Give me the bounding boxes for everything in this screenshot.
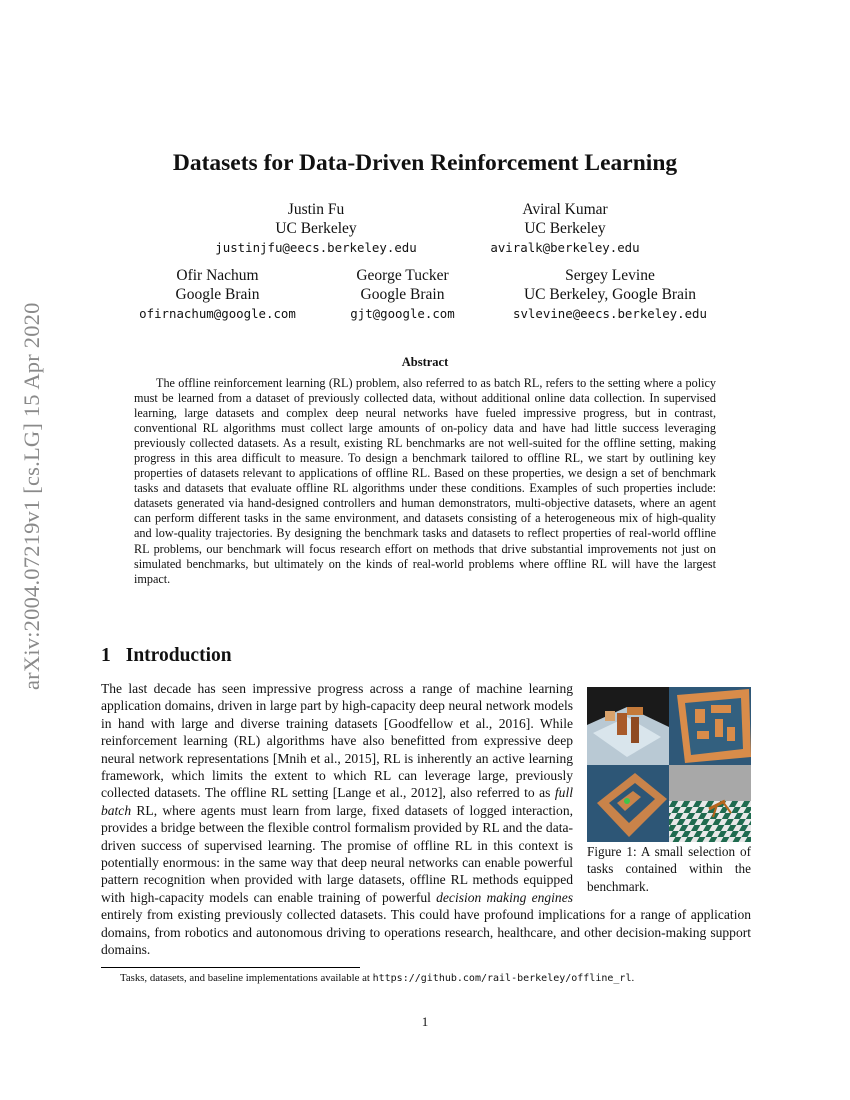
footnote-end: . [631, 972, 635, 984]
arxiv-stamp-text: arXiv:2004.07219v1 [cs.LG] 15 Apr 2020 [19, 302, 44, 690]
author-block [120, 266, 315, 323]
footnote-text: Tasks, datasets, and baseline implementations available at [120, 972, 373, 984]
footnote-rule [101, 967, 360, 968]
intro-italic-full-batch: full batch [101, 785, 573, 818]
author-block [460, 200, 670, 257]
paper-title: Datasets for Data-Driven Reinforcement Learning [172, 150, 678, 176]
abstract-text: The offline reinforcement learning (RL) problem, also referred to as batch RL, refers to the setting where a policy must be learned from a dataset of previously collected data, without additional online data collection. In supervised learning, large datasets and complex deep neural networks have fueled impressive progress, but in contrast, conventional RL algorithms must collect large amounts of on-policy data and have had little success leveraging previously collected datasets. As a result, existing RL benchmarks are not well-suited for the offline setting, making progress in this area difficult to measure. To design a benchmark tailored to offline RL, we start by outlining key properties of datasets relevant to applications of offline RL. Based on these properties, we design a set of benchmark tasks and datasets that evaluate offline RL algorithms under these conditions. Examples of such properties include: datasets generated via hand-designed controllers and human demonstrators, multi-objective datasets, where an agent can perform different tasks in the same environment, and datasets consisting of a heterogeneous mix of high-quality and low-quality trajectories. By designing the benchmark tasks and datasets to reflect properties of real-world offline RL problems, our benchmark will focus research effort on methods that drive substantial improvements not just on simulated benchmarks, but ultimately on the kinds of real-world problems where offline RL will have the largest impact. [134, 376, 716, 586]
author-block [325, 266, 480, 323]
author-email: ofirnachum@google.com [139, 306, 296, 321]
author-affiliation: UC Berkeley, Google Brain [523, 286, 697, 303]
footnote-url[interactable]: https://github.com/rail-berkeley/offline_rl [372, 973, 632, 984]
intro-text-3: entirely from existing previously collected datasets. This could have profound implications for a range of application domains, from robotics and autonomous driving to operations research, healthcare, and other decision-making support domains. [101, 907, 751, 958]
robot-hand-render [587, 687, 669, 765]
intro-text-1: The last decade has seen impressive progress across a range of machine learning application domains, driven in large part by high-capacity deep neural network models in hand with large and diverse training datasets [Goodfellow et al., 2016]. While reinforcement learning (RL) algorithms have also benefitted from expressive deep neural network representations [Mnih et al., 2015], RL is inherently an active learning framework, which limits the extent to which RL can leverage large, previously collected datasets. The offline RL setting [Lange et al., 2012], also referred to as [101, 681, 573, 801]
author-block [196, 200, 436, 257]
abstract-body [134, 376, 716, 587]
author-affiliation: Google Brain [175, 286, 260, 303]
author-name: George Tucker [356, 267, 449, 284]
page-number: 1 [421, 1014, 429, 1029]
section-title: Introduction [125, 645, 232, 666]
author-name: Justin Fu [287, 201, 345, 218]
figure-1-caption: Figure 1: A small selection of tasks contained within the benchmark. [587, 844, 751, 894]
section-number: 1 [101, 645, 111, 666]
maze-large-render [669, 687, 751, 765]
author-email: aviralk@berkeley.edu [490, 240, 640, 255]
locomotion-render [669, 765, 751, 842]
maze-small-render [587, 765, 669, 842]
intro-text-2: RL, where agents must learn from large, fixed datasets of logged interaction, provides a bridge between the flexible control formalism provided by RL and the data-driven success of supervised learning. The promise of offline RL in this context is potentially enormous: in the same way that deep neural networks can enable powerful pattern recognition when provided with large datasets, offline RL methods equipped with high-capacity models can enable training of powerful [101, 802, 573, 905]
author-name: Aviral Kumar [522, 201, 608, 218]
figure-1-image [587, 687, 751, 842]
footnote [120, 972, 634, 984]
author-name: Sergey Levine [565, 267, 655, 284]
figure-1 [587, 680, 751, 894]
author-email: justinjfu@eecs.berkeley.edu [215, 240, 417, 255]
author-affiliation: UC Berkeley [275, 220, 357, 237]
author-name: Ofir Nachum [176, 267, 259, 284]
introduction-paragraph [101, 680, 751, 959]
author-email: svlevine@eecs.berkeley.edu [513, 306, 707, 321]
author-affiliation: Google Brain [360, 286, 445, 303]
author-block [490, 266, 730, 323]
intro-italic-decision-engines: decision making engines [436, 889, 573, 905]
author-affiliation: UC Berkeley [524, 220, 606, 237]
author-email: gjt@google.com [350, 306, 455, 321]
section-heading [101, 645, 232, 667]
abstract-heading: Abstract [401, 355, 449, 369]
